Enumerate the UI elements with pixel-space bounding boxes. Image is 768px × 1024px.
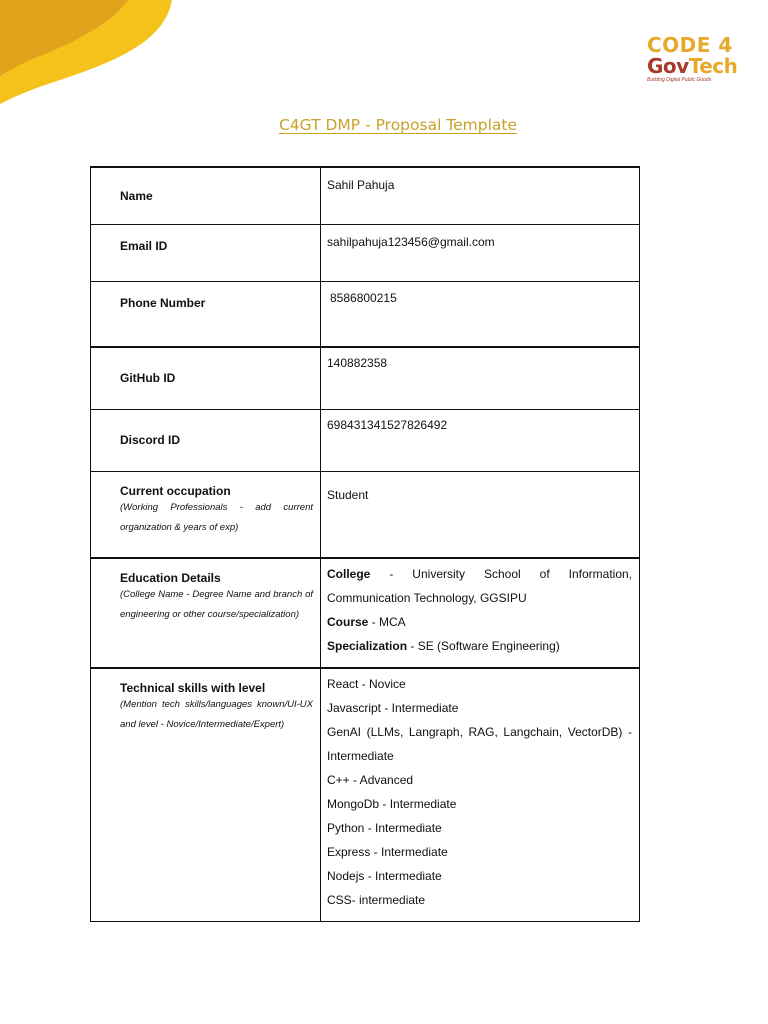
logo-govtech-text bbox=[647, 56, 747, 76]
specialization-value: - SE (Software Engineering) bbox=[407, 639, 560, 653]
education-specialization bbox=[327, 634, 632, 658]
email-label: Email ID bbox=[120, 238, 168, 253]
specialization-label: Specialization bbox=[327, 639, 408, 653]
education-college bbox=[327, 562, 632, 610]
phone-label: Phone Number bbox=[120, 295, 206, 310]
row-email bbox=[91, 224, 640, 281]
skill-item: CSS- intermediate bbox=[327, 893, 426, 907]
row-skills bbox=[91, 668, 640, 921]
logo-gov: Gov bbox=[647, 54, 689, 78]
row-name bbox=[91, 167, 640, 224]
name-label: Name bbox=[120, 188, 153, 203]
skills-note: (Mention tech skills/languages known/UI-UX and level - Novice/Intermediate/Expert) bbox=[120, 699, 313, 730]
row-github bbox=[91, 347, 640, 409]
skill-item: React - Novice bbox=[327, 677, 406, 691]
skill-item: Nodejs - Intermediate bbox=[327, 869, 442, 883]
discord-label: Discord ID bbox=[120, 433, 181, 447]
row-discord bbox=[91, 409, 640, 471]
college-label: College bbox=[327, 567, 371, 581]
skill-item: MongoDb - Intermediate bbox=[327, 797, 457, 811]
name-value: Sahil Pahuja bbox=[327, 178, 395, 192]
skill-item: C++ - Advanced bbox=[327, 773, 414, 787]
row-phone bbox=[91, 281, 640, 347]
skill-item: Javascript - Intermediate bbox=[327, 701, 459, 715]
proposal-form-table bbox=[90, 166, 640, 922]
row-education bbox=[91, 558, 640, 668]
occupation-note: (Working Professionals - add current organization & years of exp) bbox=[120, 501, 313, 533]
logo-tagline: Building Digital Public Goods bbox=[647, 77, 712, 83]
github-label: GitHub ID bbox=[120, 371, 176, 386]
skills-label: Technical skills with level bbox=[120, 681, 266, 695]
education-course bbox=[327, 610, 632, 634]
github-value: 140882358 bbox=[327, 356, 388, 370]
logo-tech: Tech bbox=[688, 54, 738, 78]
occupation-value: Student bbox=[327, 487, 369, 502]
skill-item: Express - Intermediate bbox=[327, 845, 448, 859]
row-occupation bbox=[91, 471, 640, 558]
phone-value: 8586800215 bbox=[330, 290, 397, 305]
occupation-label: Current occupation bbox=[120, 483, 231, 498]
skill-item: Python - Intermediate bbox=[327, 821, 442, 835]
education-label: Education Details bbox=[120, 571, 221, 585]
course-label: Course bbox=[327, 615, 369, 629]
email-value: sahilpahuja123456@gmail.com bbox=[327, 234, 495, 249]
college-value: - University School of Information, Communication Technology, GGSIPU bbox=[327, 567, 632, 605]
logo-code4-text: CODE 4 bbox=[647, 33, 733, 57]
course-value: - MCA bbox=[368, 615, 406, 629]
skill-item: GenAI (LLMs, Langraph, RAG, Langchain, VectorDB) - Intermediate bbox=[327, 725, 632, 763]
document-title: C4GT DMP - Proposal Template bbox=[278, 116, 518, 134]
code4govtech-logo bbox=[647, 34, 747, 83]
discord-value: 698431341527826492 bbox=[327, 417, 448, 432]
decorative-corner-shape bbox=[0, 0, 180, 110]
education-note: (College Name - Degree Name and branch of engineering or other course/specialization) bbox=[120, 589, 313, 620]
